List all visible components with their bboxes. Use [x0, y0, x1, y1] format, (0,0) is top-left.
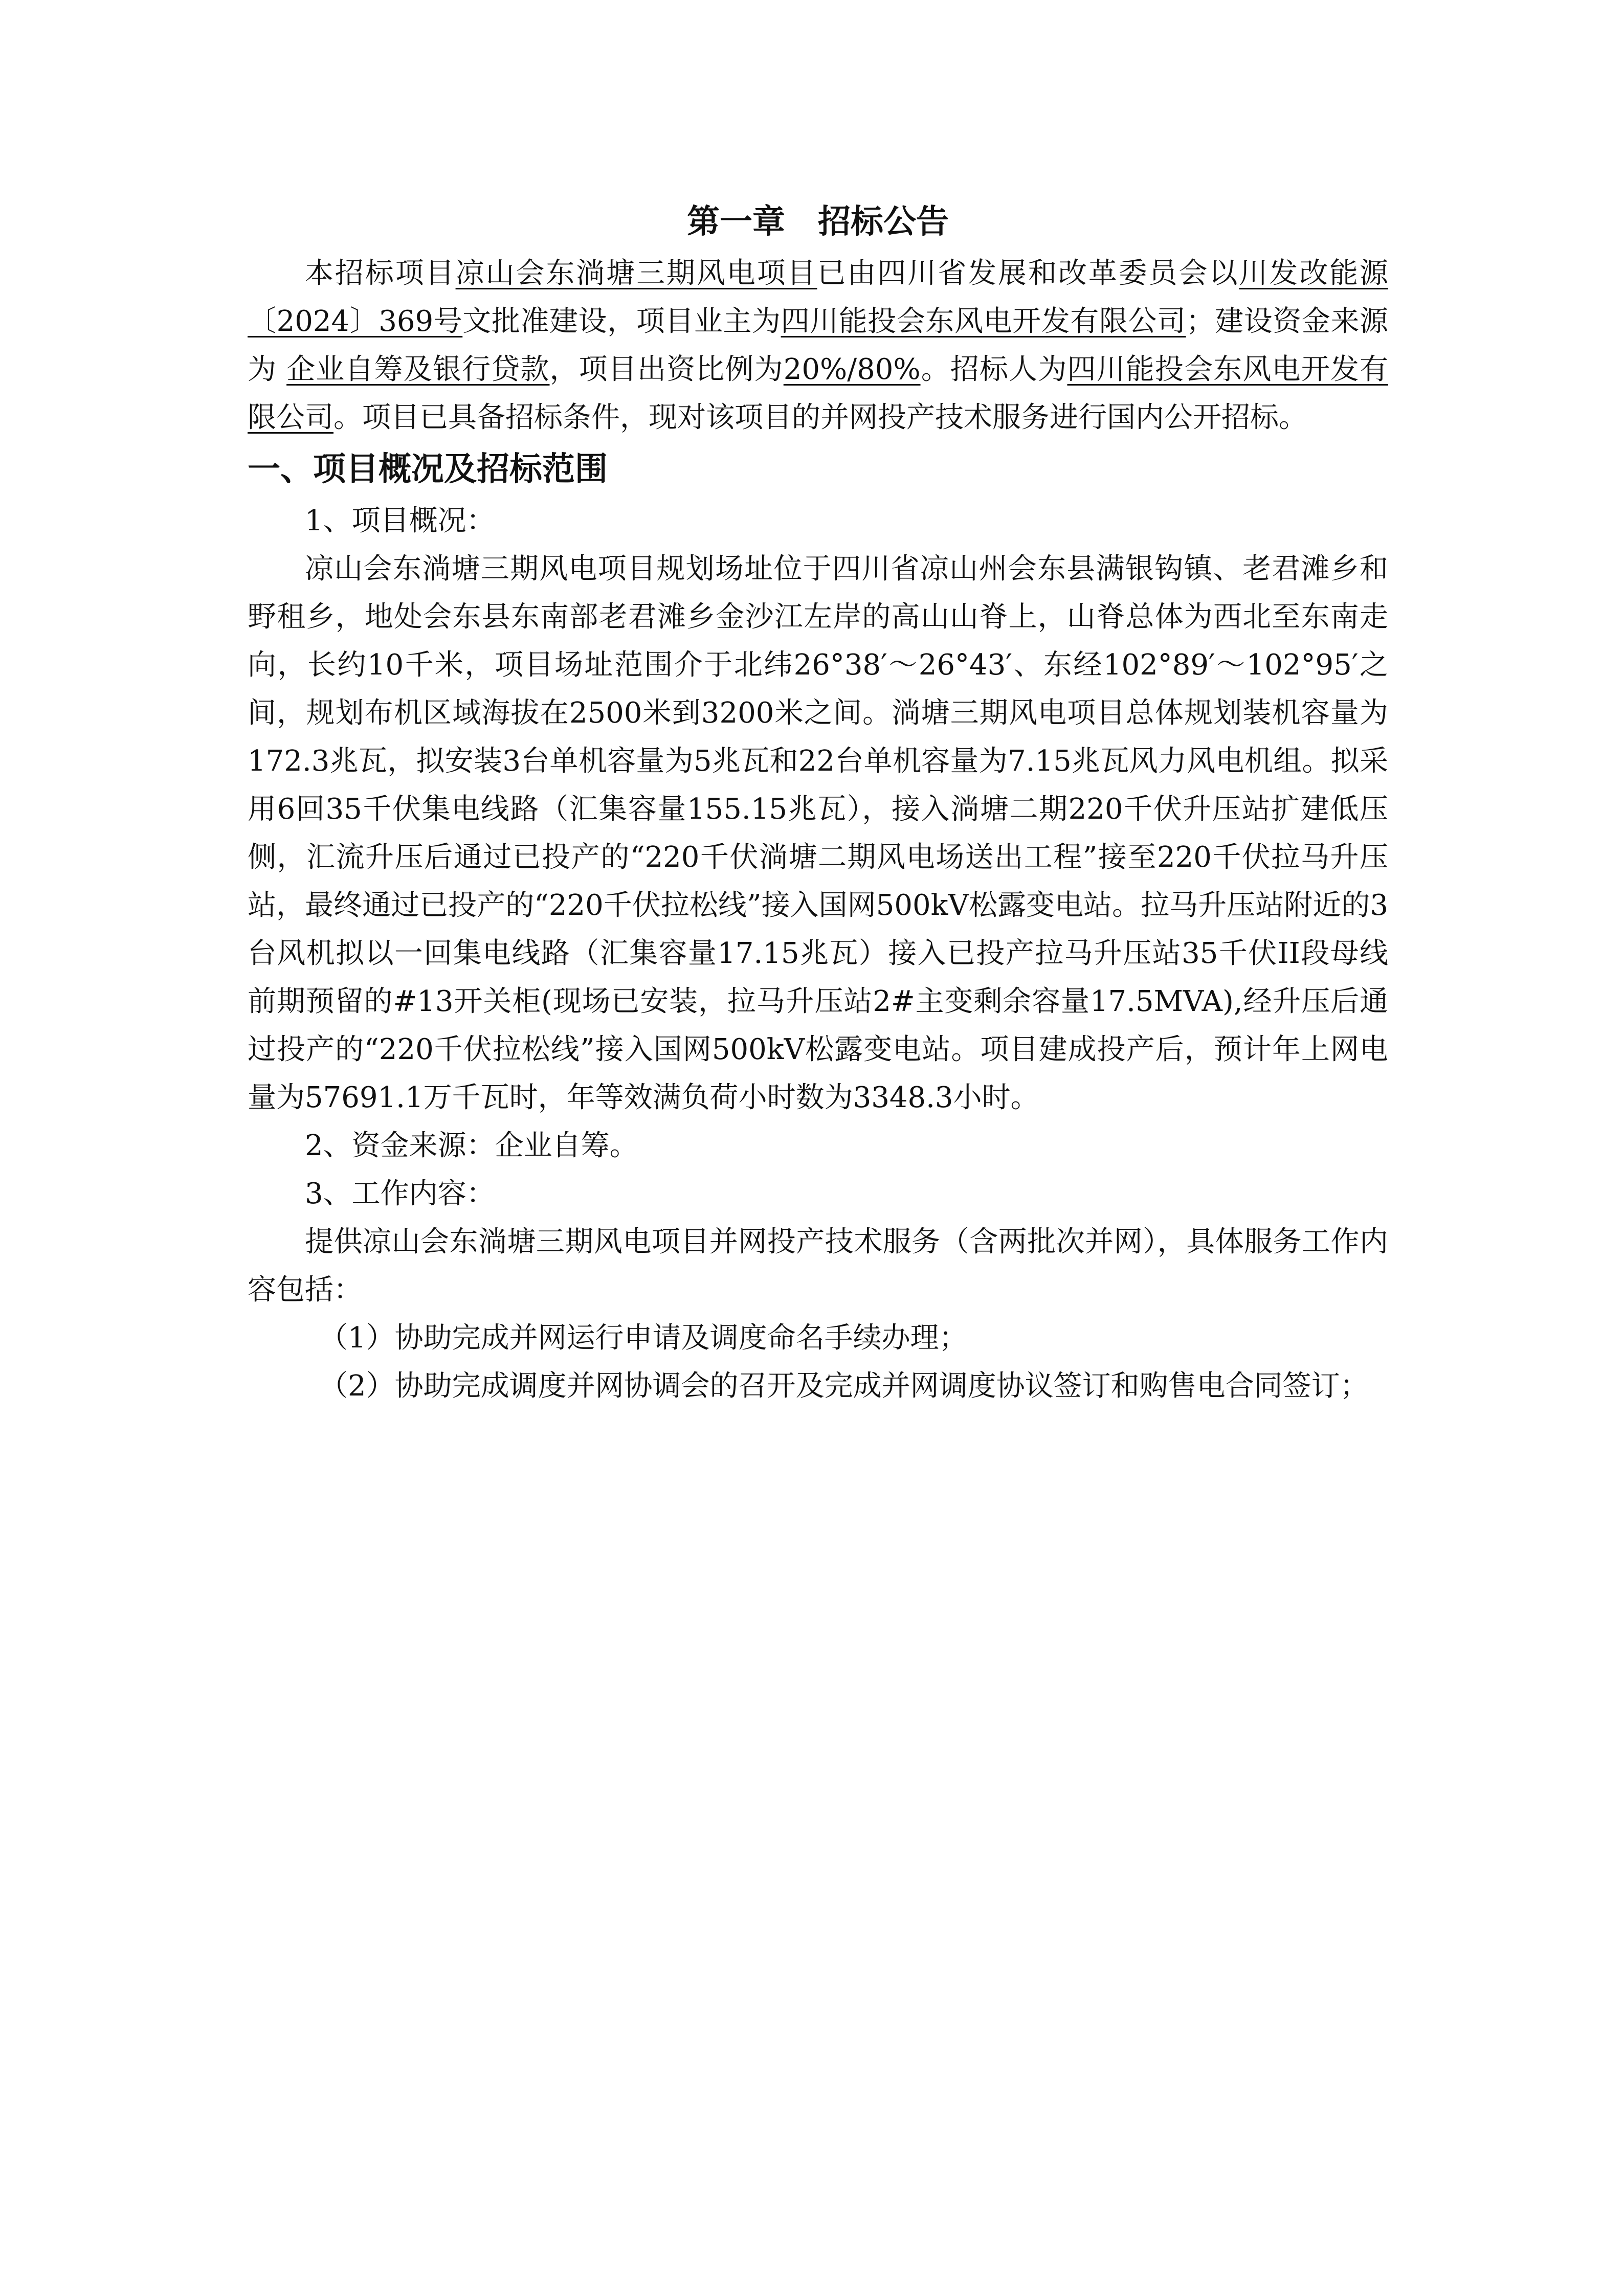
item-3-label: 3、工作内容： [305, 1177, 495, 1210]
intro-paragraph [248, 250, 1388, 442]
work-item: （1）协助完成并网运行申请及调度命名手续办理； [319, 1321, 968, 1355]
project-name: 凉山会东淌塘三期风电项目 [455, 257, 817, 290]
chapter-title: 第一章 招标公告 [687, 203, 949, 241]
intro-text-2: 已由四川省发展和改革委员会以 [817, 257, 1239, 290]
work-description: 提供凉山会东淌塘三期风电项目并网投产技术服务（含两批次并网），具体服务工作内容包括： [248, 1225, 1388, 1307]
intro-text-1: 本招标项目 [305, 257, 456, 290]
intro-text-4: ；建设资金来源为 [248, 305, 1389, 386]
item-2-fund-source: 2、资金来源：企业自筹。 [305, 1129, 638, 1162]
project-overview-paragraph: 凉山会东淌塘三期风电项目规划场址位于四川省凉山州会东县满银钩镇、老君滩乡和野租乡，地处会东县东南部老君滩乡金沙江左岸的高山山脊上，山脊总体为西北至东南走向，长约10千米，项目场址范围介于北纬26°38′～26°43′、东经102°89′～102°95′之间，规划布机区域海拔在2500米到3200米之间。淌塘三期风电项目总体规划装机容量为172.3兆瓦，拟安装3台单机容量为5兆瓦和22台单机容量为7.15兆瓦风力风电机组。拟采用6回35千伏集电线路（汇集容量155.15兆瓦），接入淌塘二期220千伏升压站扩建低压侧，汇流升压后通过已投产的“220千伏淌塘二期风电场送出工程”接至220千伏拉马升压站，最终通过已投产的“220千伏拉松线”接入国网500kV松露变电站。拉马升压站附近的3台风机拟以一回集电线路（汇集容量17.15兆瓦）接入已投产拉马升压站35千伏II段母线前期预留的#13开关柜(现场已安装，拉马升压站2#主变剩余容量17.5MVA),经升压后通过投产的“220千伏拉松线”接入国网500kV松露变电站。项目建成投产后，预计年上网电量为57691.1万千瓦时，年等效满负荷小时数为3348.3小时。 [248, 552, 1388, 1114]
funding-ratio: 20%/80% [783, 353, 921, 386]
fund-source: 企业自筹及银行贷款 [286, 353, 550, 386]
section-heading-overview: 一、项目概况及招标范围 [248, 451, 608, 488]
intro-text-6: 。招标人为 [920, 353, 1067, 386]
work-item: （2）协助完成调度并网协调会的召开及完成并网调度协议签订和购售电合同签订； [319, 1369, 1369, 1403]
approval-document: 川发改能源〔2024〕369号 [248, 257, 1389, 338]
project-owner: 四川能投会东风电开发有限公司 [781, 305, 1186, 338]
intro-text-7: 。项目已具备招标条件，现对该项目的并网投产技术服务进行国内公开招标。 [333, 401, 1307, 434]
document-body [248, 194, 1388, 1410]
tenderer: 四川能投会东风电开发有限公司 [248, 353, 1389, 434]
intro-text-3: 文批准建设，项目业主为 [462, 305, 781, 338]
item-1-label: 1、项目概况： [305, 504, 495, 537]
intro-text-5: ，项目出资比例为 [549, 353, 784, 386]
